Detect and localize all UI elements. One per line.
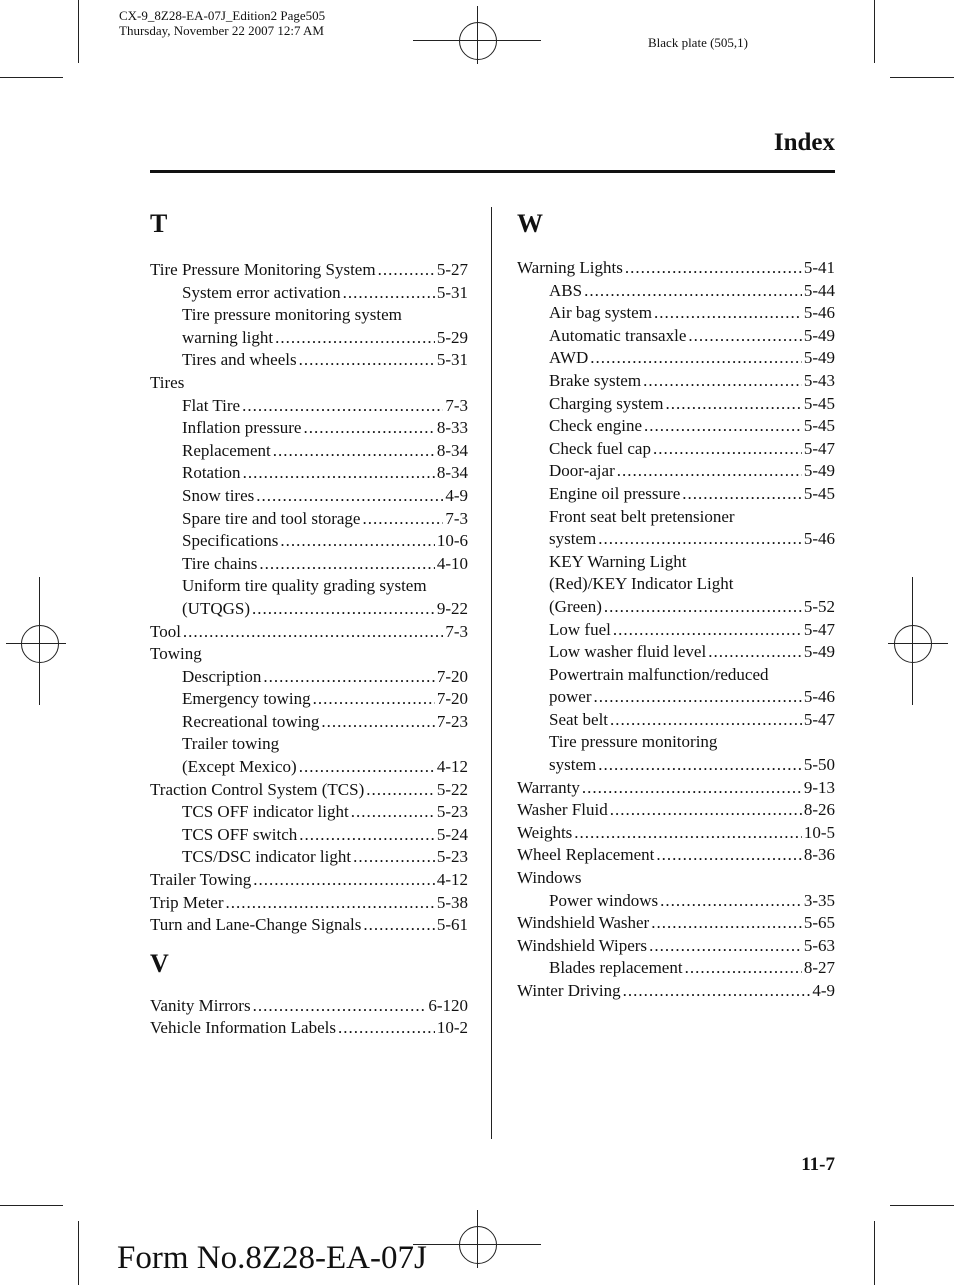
- entry-page: 5-49: [803, 642, 835, 662]
- entry-label: Turn and Lane-Change Signals: [150, 915, 362, 935]
- dot-leader: [656, 844, 801, 867]
- entry-page: 5-31: [436, 282, 468, 302]
- index-subentry: [517, 709, 835, 732]
- entry-page: 5-22: [436, 779, 468, 799]
- crop-mark: [874, 0, 875, 63]
- index-subentry: [150, 485, 468, 508]
- entry-label: Low fuel: [549, 619, 611, 639]
- entry-page: 5-63: [803, 935, 835, 955]
- entry-page: 5-43: [803, 370, 835, 390]
- entry-label: System error activation: [182, 282, 341, 302]
- entry-label: warning light: [182, 327, 274, 347]
- entry-page: 9-13: [803, 777, 835, 797]
- index-subentry: [150, 824, 468, 847]
- dot-leader: [299, 349, 435, 372]
- entry-page: 5-29: [436, 327, 468, 347]
- crop-mark: [0, 1205, 63, 1206]
- entry-label: Inflation pressure: [182, 418, 302, 438]
- entry-label: Winter Driving: [517, 981, 621, 1000]
- entry-page: 5-49: [803, 461, 835, 481]
- index-subentry: [150, 530, 468, 553]
- index-subentry: [150, 688, 468, 711]
- entry-page: 5-46: [803, 303, 835, 323]
- dot-leader: [253, 869, 435, 892]
- dot-leader: [651, 912, 802, 935]
- index-subentry: [150, 711, 468, 734]
- entry-label: system: [549, 755, 597, 775]
- dot-leader: [321, 711, 434, 734]
- entry-page: 9-22: [436, 598, 468, 618]
- index-entry: [150, 1017, 468, 1040]
- entry-page: 10-6: [436, 531, 468, 551]
- index-subentry: [150, 349, 468, 372]
- date-line: Thursday, November 22 2007 12:7 AM: [119, 23, 324, 38]
- dot-leader: [610, 799, 802, 822]
- form-number: Form No.8Z28-EA-07J: [117, 1240, 427, 1276]
- dot-leader: [299, 756, 435, 779]
- entry-page: 7-20: [436, 689, 468, 709]
- index-entry: [517, 257, 835, 280]
- dot-leader: [613, 619, 802, 642]
- entry-page: 5-46: [803, 687, 835, 707]
- index-entry: [150, 643, 468, 666]
- dot-leader: [259, 553, 434, 576]
- entry-label: Trailer towing: [182, 734, 280, 754]
- entry-label: Spare tire and tool storage: [182, 508, 361, 528]
- index-subentry: [517, 438, 835, 461]
- dot-leader: [338, 1017, 435, 1040]
- index-subentry: [150, 462, 468, 485]
- entry-page: 5-49: [803, 348, 835, 368]
- entry-page: 5-65: [803, 913, 835, 933]
- entry-page: 5-47: [803, 438, 835, 458]
- index-entry: [150, 372, 468, 395]
- entry-page: 5-45: [803, 483, 835, 503]
- entry-page: 5-38: [436, 892, 468, 912]
- entry-page: 7-3: [445, 395, 468, 415]
- entry-label: Replacement: [182, 440, 271, 460]
- dot-leader: [598, 754, 802, 777]
- index-subentry: [517, 641, 835, 664]
- crop-mark: [78, 0, 79, 63]
- entry-page: 5-23: [436, 802, 468, 822]
- index-subentry: [150, 440, 468, 463]
- dot-leader: [643, 370, 802, 393]
- dot-leader: [654, 302, 802, 325]
- index-entry: [517, 822, 835, 845]
- entry-page: 5-47: [803, 709, 835, 729]
- entry-label: Tire Pressure Monitoring System: [150, 260, 376, 279]
- dot-leader: [353, 846, 435, 869]
- index-subentry: [517, 280, 835, 303]
- index-entry: [517, 935, 835, 958]
- entry-label: Emergency towing: [182, 689, 311, 709]
- entry-page: 5-46: [803, 529, 835, 549]
- entry-label: Warning Lights: [517, 258, 623, 277]
- entry-label: KEY Warning Light: [549, 551, 687, 571]
- index-subentry: [517, 460, 835, 483]
- dot-leader: [574, 822, 802, 845]
- index-subentry: [150, 304, 468, 327]
- entry-label: (Red)/KEY Indicator Light: [549, 574, 734, 594]
- dot-leader: [253, 995, 427, 1018]
- index-subentry: [517, 551, 835, 574]
- index-subentry: [150, 282, 468, 305]
- index-subentry: [517, 347, 835, 370]
- entry-label: Description: [182, 666, 262, 686]
- index-subentry: [517, 393, 835, 416]
- index-subentry: [517, 302, 835, 325]
- index-entry: [517, 799, 835, 822]
- dot-leader: [275, 327, 435, 350]
- entry-label: Tires and wheels: [182, 350, 297, 370]
- entry-page: 4-9: [812, 981, 835, 1000]
- entry-label: Wheel Replacement: [517, 845, 655, 865]
- index-entry: [150, 779, 468, 802]
- dot-leader: [660, 890, 802, 913]
- crop-mark: [890, 1205, 954, 1206]
- index-subentry: [150, 508, 468, 531]
- entry-label: Tire pressure monitoring: [549, 732, 718, 752]
- entry-label: Windows: [517, 868, 582, 888]
- dot-leader: [243, 462, 435, 485]
- index-subentry: [150, 417, 468, 440]
- entry-label: Seat belt: [549, 709, 609, 729]
- entry-page: 7-20: [436, 666, 468, 686]
- entry-label: ABS: [549, 280, 583, 300]
- index-entry: [517, 912, 835, 935]
- index-subentry: [517, 957, 835, 980]
- index-subentry: [517, 596, 835, 619]
- index-entry: [517, 980, 835, 1003]
- entry-page: 4-10: [436, 553, 468, 573]
- entry-label: Weights: [517, 822, 573, 842]
- page-number: 11-7: [801, 1154, 835, 1175]
- index-subentry: [517, 890, 835, 913]
- dot-leader: [273, 440, 435, 463]
- index-entry: [517, 844, 835, 867]
- entry-label: Recreational towing: [182, 711, 320, 731]
- index-subentry: [517, 483, 835, 506]
- entry-label: Traction Control System (TCS): [150, 779, 365, 799]
- entry-label: Low washer fluid level: [549, 642, 707, 662]
- print-header: [119, 8, 325, 38]
- index-entry: [150, 892, 468, 915]
- entry-page: 8-26: [803, 800, 835, 820]
- entry-page: 5-52: [803, 596, 835, 616]
- entry-label: Warranty: [517, 777, 580, 797]
- index-entry: [150, 259, 468, 282]
- entry-label: Washer Fluid: [517, 800, 608, 820]
- entry-label: Snow tires: [182, 485, 255, 505]
- entry-label: Power windows: [549, 890, 659, 910]
- entry-page: 5-45: [803, 416, 835, 436]
- entry-page: 3-35: [803, 890, 835, 910]
- index-subentry: [150, 666, 468, 689]
- entry-label: Vehicle Information Labels: [150, 1018, 336, 1038]
- index-subentry: [150, 395, 468, 418]
- entry-page: 5-49: [803, 325, 835, 345]
- dot-leader: [584, 280, 802, 303]
- entry-label: Tire pressure monitoring system: [182, 305, 402, 325]
- file-line: CX-9_8Z28-EA-07J_Edition2 Page505: [119, 8, 326, 23]
- entry-page: 5-61: [436, 915, 468, 935]
- entry-page: 4-12: [436, 870, 468, 890]
- index-entry: [517, 777, 835, 800]
- entry-label: Check fuel cap: [549, 438, 651, 458]
- entry-label: Uniform tire quality grading system: [182, 576, 427, 596]
- entry-label: (Except Mexico): [182, 757, 297, 777]
- dot-leader: [604, 596, 802, 619]
- entry-label: Tires: [150, 372, 185, 392]
- index-subentry: [517, 686, 835, 709]
- index-subentry: [517, 619, 835, 642]
- index-subentry: [517, 754, 835, 777]
- entry-label: TCS OFF switch: [182, 824, 298, 844]
- index-subentry: [517, 415, 835, 438]
- section-letter: W: [517, 209, 543, 238]
- index-entry: [517, 867, 835, 890]
- entry-label: Flat Tire: [182, 395, 241, 415]
- entry-label: Powertrain malfunction/reduced: [549, 664, 769, 684]
- index-entry: [150, 621, 468, 644]
- entry-label: Front seat belt pretensioner: [549, 506, 735, 526]
- entry-label: Specifications: [182, 531, 279, 551]
- index-subentry: [517, 664, 835, 687]
- entry-label: Tool: [150, 621, 181, 641]
- entry-label: Check engine: [549, 416, 642, 436]
- index-subentry: [150, 846, 468, 869]
- entry-page: 8-33: [436, 418, 468, 438]
- entry-page: 5-27: [436, 260, 468, 279]
- dot-leader: [362, 508, 443, 531]
- index-entry: [150, 914, 468, 937]
- entry-label: Door-ajar: [549, 461, 615, 481]
- section-letter: T: [150, 209, 168, 238]
- entry-label: Blades replacement: [549, 958, 683, 978]
- index-list: [150, 259, 468, 937]
- entry-page: 5-31: [436, 350, 468, 370]
- index-entry: [150, 869, 468, 892]
- entry-label: Automatic transaxle: [549, 325, 687, 345]
- entry-page: 5-44: [803, 280, 835, 300]
- index-subentry: [150, 756, 468, 779]
- dot-leader: [183, 621, 443, 644]
- crop-mark: [0, 77, 63, 78]
- entry-page: 4-9: [445, 485, 468, 505]
- entry-page: 8-36: [803, 845, 835, 865]
- entry-label: Engine oil pressure: [549, 483, 681, 503]
- entry-label: Tire chains: [182, 553, 258, 573]
- entry-page: 10-2: [436, 1018, 468, 1038]
- dot-leader: [653, 438, 802, 461]
- index-subentry: [517, 731, 835, 754]
- index-subentry: [517, 573, 835, 596]
- entry-label: system: [549, 529, 597, 549]
- entry-page: 5-24: [436, 824, 468, 844]
- entry-label: Charging system: [549, 393, 664, 413]
- section-letter: V: [150, 948, 169, 978]
- entry-label: power: [549, 687, 592, 707]
- index-subentry: [150, 327, 468, 350]
- dot-leader: [644, 415, 802, 438]
- entry-label: Trailer Towing: [150, 870, 252, 890]
- dot-leader: [242, 395, 443, 418]
- dot-leader: [665, 393, 801, 416]
- column-divider: [491, 207, 492, 1139]
- index-entry: [150, 995, 468, 1018]
- entry-page: 7-23: [436, 711, 468, 731]
- plate-label: Black plate (505,1): [648, 35, 748, 50]
- dot-leader: [623, 980, 811, 1003]
- entry-page: 5-45: [803, 393, 835, 413]
- entry-page: 4-12: [436, 757, 468, 777]
- entry-label: (Green): [549, 596, 602, 616]
- entry-page: 8-34: [436, 440, 468, 460]
- dot-leader: [366, 779, 435, 802]
- dot-leader: [252, 598, 435, 621]
- dot-leader: [610, 709, 802, 732]
- dot-leader: [688, 325, 801, 348]
- entry-page: 10-5: [803, 822, 835, 842]
- dot-leader: [649, 935, 802, 958]
- index-subentry: [150, 575, 468, 598]
- index-subentry: [517, 325, 835, 348]
- dot-leader: [598, 528, 802, 551]
- entry-label: TCS OFF indicator light: [182, 802, 349, 822]
- index-subentry: [517, 528, 835, 551]
- entry-page: 6-120: [428, 995, 468, 1015]
- crop-mark: [78, 1221, 79, 1285]
- entry-label: TCS/DSC indicator light: [182, 847, 352, 867]
- right-column: [517, 207, 835, 1003]
- dot-leader: [351, 801, 435, 824]
- dot-leader: [582, 777, 802, 800]
- dot-leader: [378, 259, 435, 282]
- entry-label: Windshield Wipers: [517, 935, 648, 955]
- title-rule: [150, 170, 835, 173]
- dot-leader: [280, 530, 435, 553]
- dot-leader: [226, 892, 435, 915]
- entry-page: 7-3: [445, 621, 468, 641]
- index-subentry: [517, 506, 835, 529]
- entry-page: 7-3: [445, 508, 468, 528]
- dot-leader: [593, 686, 801, 709]
- index-subentry: [150, 733, 468, 756]
- dot-leader: [343, 282, 435, 305]
- crop-mark: [874, 1221, 875, 1285]
- dot-leader: [685, 957, 802, 980]
- index-list: [150, 995, 468, 1040]
- entry-label: Vanity Mirrors: [150, 995, 251, 1015]
- dot-leader: [625, 257, 802, 280]
- dot-leader: [590, 347, 802, 370]
- entry-label: Towing: [150, 644, 202, 664]
- dot-leader: [299, 824, 435, 847]
- dot-leader: [313, 688, 435, 711]
- index-subentry: [150, 598, 468, 621]
- entry-label: (UTQGS): [182, 598, 250, 618]
- dot-leader: [682, 483, 802, 506]
- page-title: Index: [773, 129, 835, 156]
- index-subentry: [517, 370, 835, 393]
- entry-label: Rotation: [182, 463, 241, 483]
- dot-leader: [708, 641, 802, 664]
- entry-label: AWD: [549, 348, 589, 368]
- left-column: [150, 207, 468, 1040]
- entry-page: 5-47: [803, 619, 835, 639]
- entry-label: Brake system: [549, 370, 642, 390]
- index-subentry: [150, 801, 468, 824]
- entry-page: 5-23: [436, 847, 468, 867]
- index-list: [517, 257, 835, 1003]
- dot-leader: [303, 417, 434, 440]
- dot-leader: [263, 666, 435, 689]
- index-subentry: [150, 553, 468, 576]
- entry-label: Air bag system: [549, 303, 652, 323]
- dot-leader: [617, 460, 802, 483]
- entry-page: 8-27: [803, 958, 835, 978]
- entry-label: Windshield Washer: [517, 913, 650, 933]
- entry-page: 5-50: [803, 755, 835, 775]
- crop-mark: [890, 77, 954, 78]
- dot-leader: [256, 485, 443, 508]
- entry-page: 8-34: [436, 463, 468, 483]
- entry-label: Trip Meter: [150, 892, 224, 912]
- dot-leader: [363, 914, 434, 937]
- entry-page: 5-41: [803, 258, 835, 277]
